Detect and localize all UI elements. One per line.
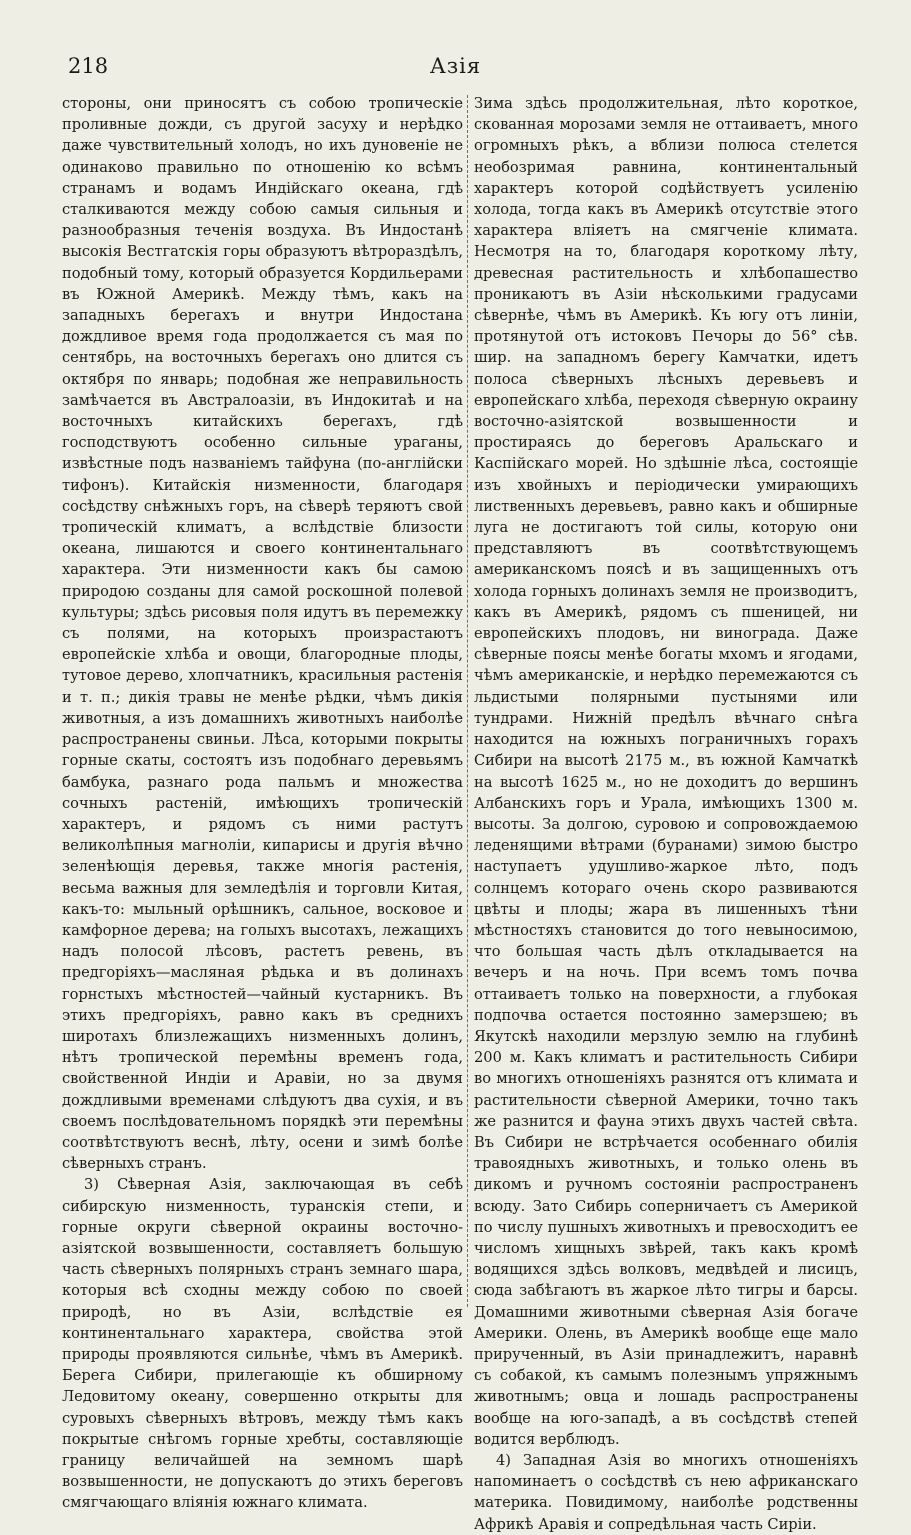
right-paragraph-2: 4) Западная Азія во многихъ отношеніяхъ напоминаетъ о сосѣдствѣ съ нею африканскаго материка. Повидимому, наиболѣе родственны Африкѣ Аравія и сопредѣльная часть Сиріи. — [474, 1452, 858, 1533]
left-column — [62, 93, 463, 1512]
column-divider — [467, 95, 469, 1307]
left-paragraph-1: стороны, они приносятъ съ собою тропическіе проливные дожди, съ другой засуху и нерѣдко даже чувствительный холодъ, но ихъ дуновеніе не одинаково правильно по отношенію ко всѣмъ странамъ и водамъ Индійскаго океана, гдѣ сталкиваются между собою самыя сильныя и разнообразныя теченія воздуха. Въ Индостанѣ высокія Вестгатскія горы образуютъ вѣтрораздѣлъ, подобный тому, который образуется Кордильерами въ Южной Америкѣ. Между тѣмъ, какъ на западныхъ берегахъ и внутри Индостана дождливое время года продолжается съ мая по сентябрь, на восточныхъ берегахъ оно длится съ октября по январь; подобная же неправильность замѣчается въ Австралоазіи, въ Индокитаѣ и на восточныхъ китайскихъ берегахъ, гдѣ господствуютъ особенно сильные ураганы, извѣстные подъ названіемъ тайфуна (по-англійски тифонъ). Китайскія низменности, благодаря сосѣдству снѣжныхъ горъ, на сѣверѣ теряютъ свой тропическій климатъ, а вслѣдствіе близости океана, лишаются и своего континентальнаго характера. Эти низменности какъ бы самою природою созданы для самой роскошной полевой культуры; здѣсь рисовыя поля идутъ въ перемежку съ полями, на которыхъ произрастаютъ европейскіе хлѣба и овощи, благородные плоды, тутовое дерево, хлопчатникъ, красильныя растенія и т. п.; дикія травы не менѣе рѣдки, чѣмъ дикія животныя, а изъ домашнихъ животныхъ наиболѣе распространены свиньи. Лѣса, которыми покрыты горные скаты, состоятъ изъ подобнаго деревьямъ бамбука, разнаго рода пальмъ и множества сочныхъ растеній, имѣющихъ тропическій характеръ, и рядомъ съ ними растутъ великолѣпныя магноліи, кипарисы и другія вѣчно зеленѣющія деревья, также многія растенія, весьма важныя для земледѣлія и торговли Китая, какъ-то: мыльный орѣшникъ, сальное, восковое и камфорное дерева; на голыхъ высотахъ, лежащихъ надъ полосой лѣсовъ, растетъ ревень, въ предгоріяхъ—масляная рѣдька и въ долинахъ горнстыхъ мѣстностей—чайный кустарникъ. Въ этихъ предгоріяхъ, равно какъ въ среднихъ широтахъ близлежащихъ низменныхъ долинъ, нѣтъ тропической перемѣны временъ года, свойственной Индіи и Аравіи, но за двумя дождливыми временами слѣдуютъ два сухія, и въ своемъ послѣдовательномъ порядкѣ эти перемѣны соотвѣтствуютъ веснѣ, лѣту, осени и зимѣ болѣе сѣверныхъ странъ. — [62, 95, 463, 1173]
page-header — [0, 54, 911, 84]
right-paragraph-1: Зима здѣсь продолжительная, лѣто короткое, скованная морозами земля не оттаиваетъ, много огромныхъ рѣкъ, а вблизи полюса стелется необозримая равнина, континентальный характеръ которой содѣйствуетъ усиленію холода, тогда какъ въ Америкѣ отсутствіе этого характера вліяетъ на смягченіе климата. Несмотря на то, благодаря короткому лѣту, древесная растительность и хлѣбопашество проникаютъ въ Азіи нѣсколькими градусами сѣвернѣе, чѣмъ въ Америкѣ. Къ югу отъ линіи, протянутой отъ истоковъ Печоры до 56° сѣв. шир. на западномъ берегу Камчатки, идетъ полоса сѣверныхъ лѣсныхъ деревьевъ и европейскаго хлѣба, переходя сѣверную окраину восточно-азіятской возвышенности и простираясь до береговъ Аральскаго и Каспійскаго морей. Но здѣшніе лѣса, состоящіе изъ хвойныхъ и періодически умирающихъ лиственныхъ деревьевъ, равно какъ и обширные луга не достигаютъ той силы, которую они представляютъ въ соотвѣтствующемъ американскомъ поясѣ и въ защищенныхъ отъ холода горныхъ долинахъ земля не производитъ, какъ въ Америкѣ, рядомъ съ пшеницей, ни европейскихъ плодовъ, ни винограда. Даже сѣверные поясы менѣе богаты мхомъ и ягодами, чѣмъ американскіе, и нерѣдко перемежаются съ льдистыми полярными пустынями или тундрами. Нижній предѣлъ вѣчнаго снѣга находится на южныхъ пограничныхъ горахъ Сибири на высотѣ 2175 м., въ южной Камчаткѣ на высотѣ 1625 м., но не доходитъ до вершинъ Албанскихъ горъ и Урала, имѣющихъ 1300 м. высоты. За долгою, суровою и сопровождаемою леденящими вѣтрами (буранами) зимою быстро наступаетъ удушливо-жаркое лѣто, подъ солнцемъ котораго очень скоро развиваются цвѣты и плоды; жара въ лишенныхъ тѣни мѣстностяхъ становится до того невыносимою, что большая часть дѣлъ откладывается на вечеръ и на ночь. При всемъ томъ почва оттаиваетъ только на поверхности, а глубокая подпочва остается постоянно замерзшею; въ Якутскѣ находили мерзлую землю на глубинѣ 200 м. Какъ климатъ и растительность Сибири во многихъ отношеніяхъ разнятся отъ климата и растительности сѣверной Америки, точно такъ же разнится и фауна этихъ двухъ частей свѣта. Въ Сибири не встрѣчается особеннаго обилія травоядныхъ животныхъ, и только олень въ дикомъ и ручномъ состояніи распространенъ всюду. Зато Сибирь соперничаетъ съ Америкой по числу пушныхъ животныхъ и превосходитъ ее числомъ хищныхъ звѣрей, такъ какъ кромѣ водящихся здѣсь волковъ, медвѣдей и лисицъ, сюда забѣгаютъ въ жаркое лѣто тигры и барсы. Домашними животными сѣверная Азія богаче Америки. Олень, въ Америкѣ вообще еще мало прирученный, въ Азіи принадлежитъ, наравнѣ съ собакой, къ самымъ полезнымъ упряжнымъ животнымъ; овца и лошадь распространены вообще на юго-западѣ, а въ сосѣдствѣ степей водится верблюдъ. — [474, 95, 858, 1448]
left-paragraph-2: 3) Сѣверная Азія, заключающая въ себѣ сибирскую низменность, туранскія степи, и горные округи сѣверной окраины восточно-азіятской возвышенности, составляетъ большую часть сѣверныхъ полярныхъ странъ земнаго шара, которыя всѣ сходны между собою по своей природѣ, но въ Азіи, вслѣдствіе ея континентальнаго характера, свойства этой природы проявляются сильнѣе, чѣмъ въ Америкѣ. Берега Сибири, прилегающіе къ обширному Ледовитому океану, совершенно открыты для суровыхъ сѣверныхъ вѣтровъ, между тѣмъ какъ покрытые снѣгомъ горные хребты, составляющіе границу величайшей на земномъ шарѣ возвышенности, не допускаютъ до этихъ береговъ смягчающаго вліянія южнаго климата. — [62, 1176, 463, 1512]
right-column — [474, 93, 858, 1533]
running-title: Азія — [429, 54, 482, 78]
page-number: 218 — [68, 54, 109, 78]
